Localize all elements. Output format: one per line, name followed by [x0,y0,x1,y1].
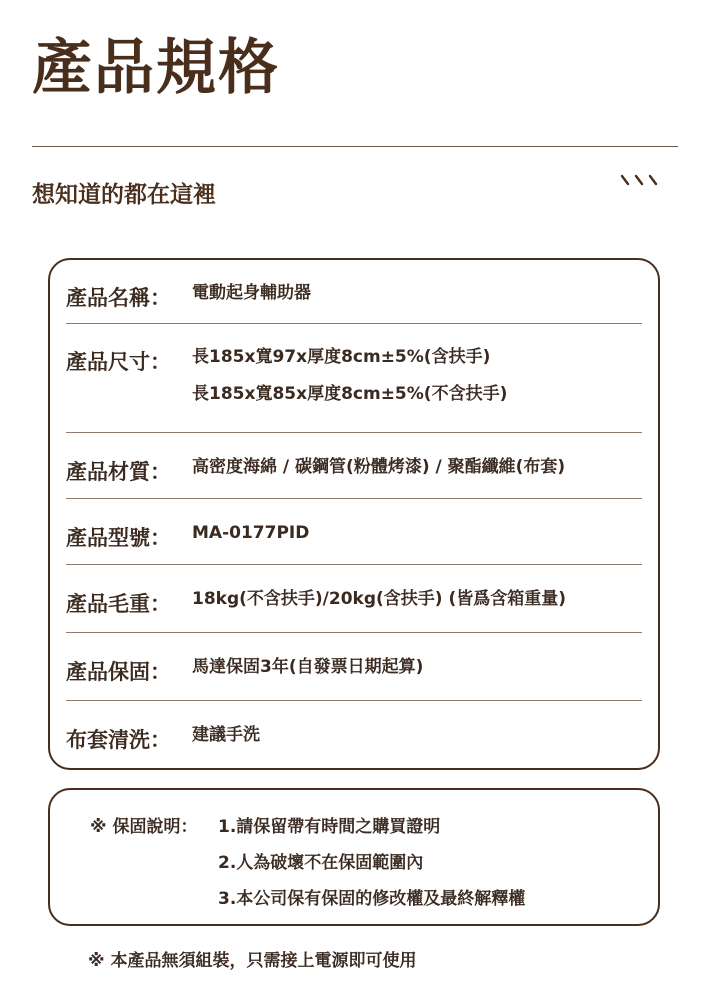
warranty-note-panel [48,788,660,926]
spec-value-model: MA-0177PID [192,523,310,543]
spec-value-material: 高密度海綿 / 碳鋼管(粉體烤漆) / 聚酯纖維(布套) [192,457,566,477]
spec-label-model: 產品型號： [66,526,171,550]
row-divider [66,564,642,565]
spec-row-model [66,522,686,552]
spec-label-warranty: 產品保固： [66,660,171,684]
title-divider [32,146,678,147]
spec-label-size: 產品尺寸： [66,350,171,374]
spec-value-size-without-armrest: 長185x寬85x厚度8cm±5%(不含扶手) [192,383,508,404]
warranty-note-item: 3.本公司保有保固的修改權及最終解釋權 [218,889,526,909]
spec-label-weight: 產品毛重： [66,592,171,616]
spec-label-washing: 布套清洗： [66,728,171,752]
row-divider [66,498,642,499]
warranty-note-label: ※ 保固說明： [90,817,198,837]
spec-row-weight [66,588,686,618]
spec-value-weight: 18kg(不含扶手)/20kg(含扶手) (皆爲含箱重量) [192,589,567,609]
row-divider [66,632,642,633]
page-subtitle: 想知道的都在這裡 [32,182,216,208]
warranty-note-item: 2.人為破壞不在保固範圍內 [218,853,424,873]
spec-label-material: 產品材質： [66,460,171,484]
page-title: 產品規格 [32,33,280,103]
spec-panel [48,258,660,770]
spec-value-washing: 建議手洗 [192,725,260,745]
warranty-note-item: 1.請保留帶有時間之購買證明 [218,817,441,837]
spec-label-name: 產品名稱： [66,286,171,310]
spec-value-name: 電動起身輔助器 [192,283,311,303]
triple-tick-icon [616,170,666,192]
spec-value-size-with-armrest: 長185x寬97x厚度8cm±5%(含扶手) [192,347,491,367]
row-divider [66,432,642,433]
assembly-note: ※ 本產品無須組裝，只需接上電源即可使用 [88,951,417,971]
spec-row-size [66,346,686,406]
spec-row-washing [66,724,686,754]
spec-row-material [66,456,686,486]
spec-row-name [66,282,686,312]
spec-row-warranty [66,656,686,686]
row-divider [66,323,642,324]
row-divider [66,700,642,701]
spec-value-warranty: 馬達保固3年(自發票日期起算) [192,657,424,677]
